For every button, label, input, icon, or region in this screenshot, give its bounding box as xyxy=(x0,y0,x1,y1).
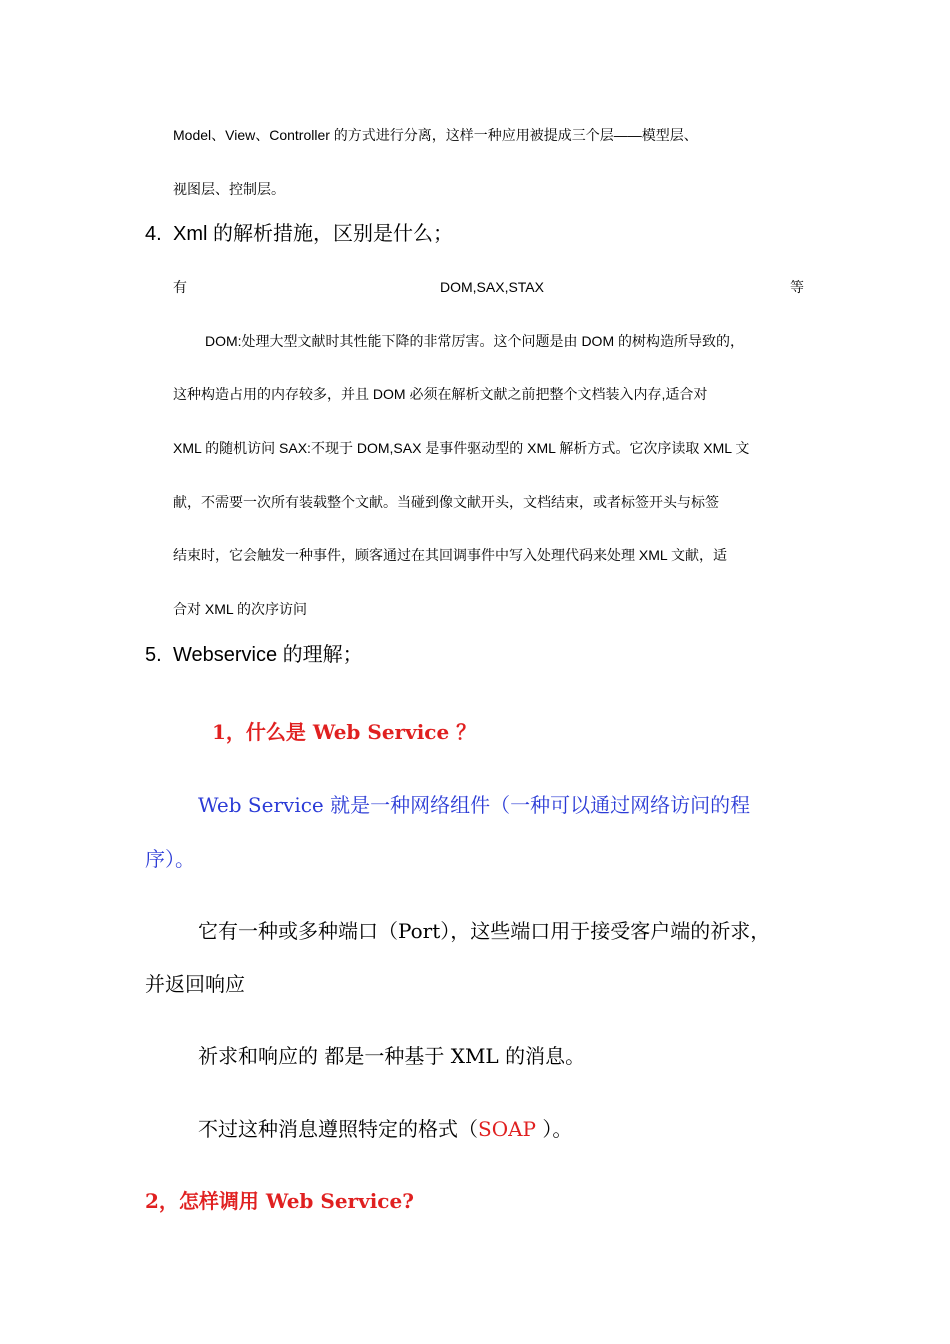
mvc-paragraph-line-2: 视图层、控制层。 xyxy=(173,181,285,197)
section-5-number: 5. xyxy=(145,644,162,666)
soap-keyword: SOAP xyxy=(478,1117,536,1141)
xml-paragraph-line: 结束时，它会触发一种事件，顾客通过在其回调事件中写入处理代码来处理 XML 文献，适 xyxy=(173,547,728,563)
soap-line-prefix: 不过这种消息遵照特定的格式（ xyxy=(198,1117,478,1141)
xml-paragraph-line: DOM:处理大型文献时其性能下降的非常厉害。这个问题是由 DOM 的树构造所导致的， xyxy=(205,333,744,349)
xml-paragraph-line: 这种构造占用的内存较多，并且 DOM 必须在解析文献之前把整个文档装入内存,适合对 xyxy=(173,386,708,402)
mvc-paragraph-line-1: Model、View、Controller 的方式进行分离，这样一种应用被提成三个层——模型层、 xyxy=(173,127,698,143)
parser-row-list: DOM,SAX,STAX xyxy=(440,279,544,295)
definition-line-2: 序）。 xyxy=(145,847,195,871)
section-4-number: 4. xyxy=(145,223,162,245)
port-paragraph-line-1: 它有一种或多种端口（Port），这些端口用于接受客户端的祈求， xyxy=(198,919,771,943)
section-5-heading: Webservice 的理解； xyxy=(173,644,363,666)
xml-paragraph-line: 献，不需要一次所有装载整个文献。当碰到像文献开头，文档结束，或者标签开头与标签 xyxy=(173,494,719,510)
question-2-heading: 2，怎样调用 Web Service? xyxy=(145,1189,414,1213)
parser-row-left: 有 xyxy=(173,279,187,295)
port-paragraph-line-2: 并返回响应 xyxy=(145,972,245,996)
xml-paragraph-line: 合对 XML 的次序访问 xyxy=(173,601,308,617)
section-4-heading: Xml 的解析措施，区别是什么； xyxy=(173,223,453,245)
question-1-heading: 1，什么是 Web Service ？ xyxy=(212,720,477,744)
soap-line xyxy=(198,1119,572,1139)
soap-line-suffix: ）。 xyxy=(536,1117,573,1141)
definition-line-1: Web Service 就是一种网络组件（一种可以通过网络访问的程 xyxy=(198,793,751,817)
xml-paragraph-line: XML 的随机访问 SAX:不现于 DOM,SAX 是事件驱动型的 XML 解析方式。它次序读取 XML 文 xyxy=(173,440,750,456)
xml-message-line: 祈求和响应的 都是一种基于 XML 的消息。 xyxy=(198,1044,586,1068)
parser-row-right: 等 xyxy=(790,279,804,295)
